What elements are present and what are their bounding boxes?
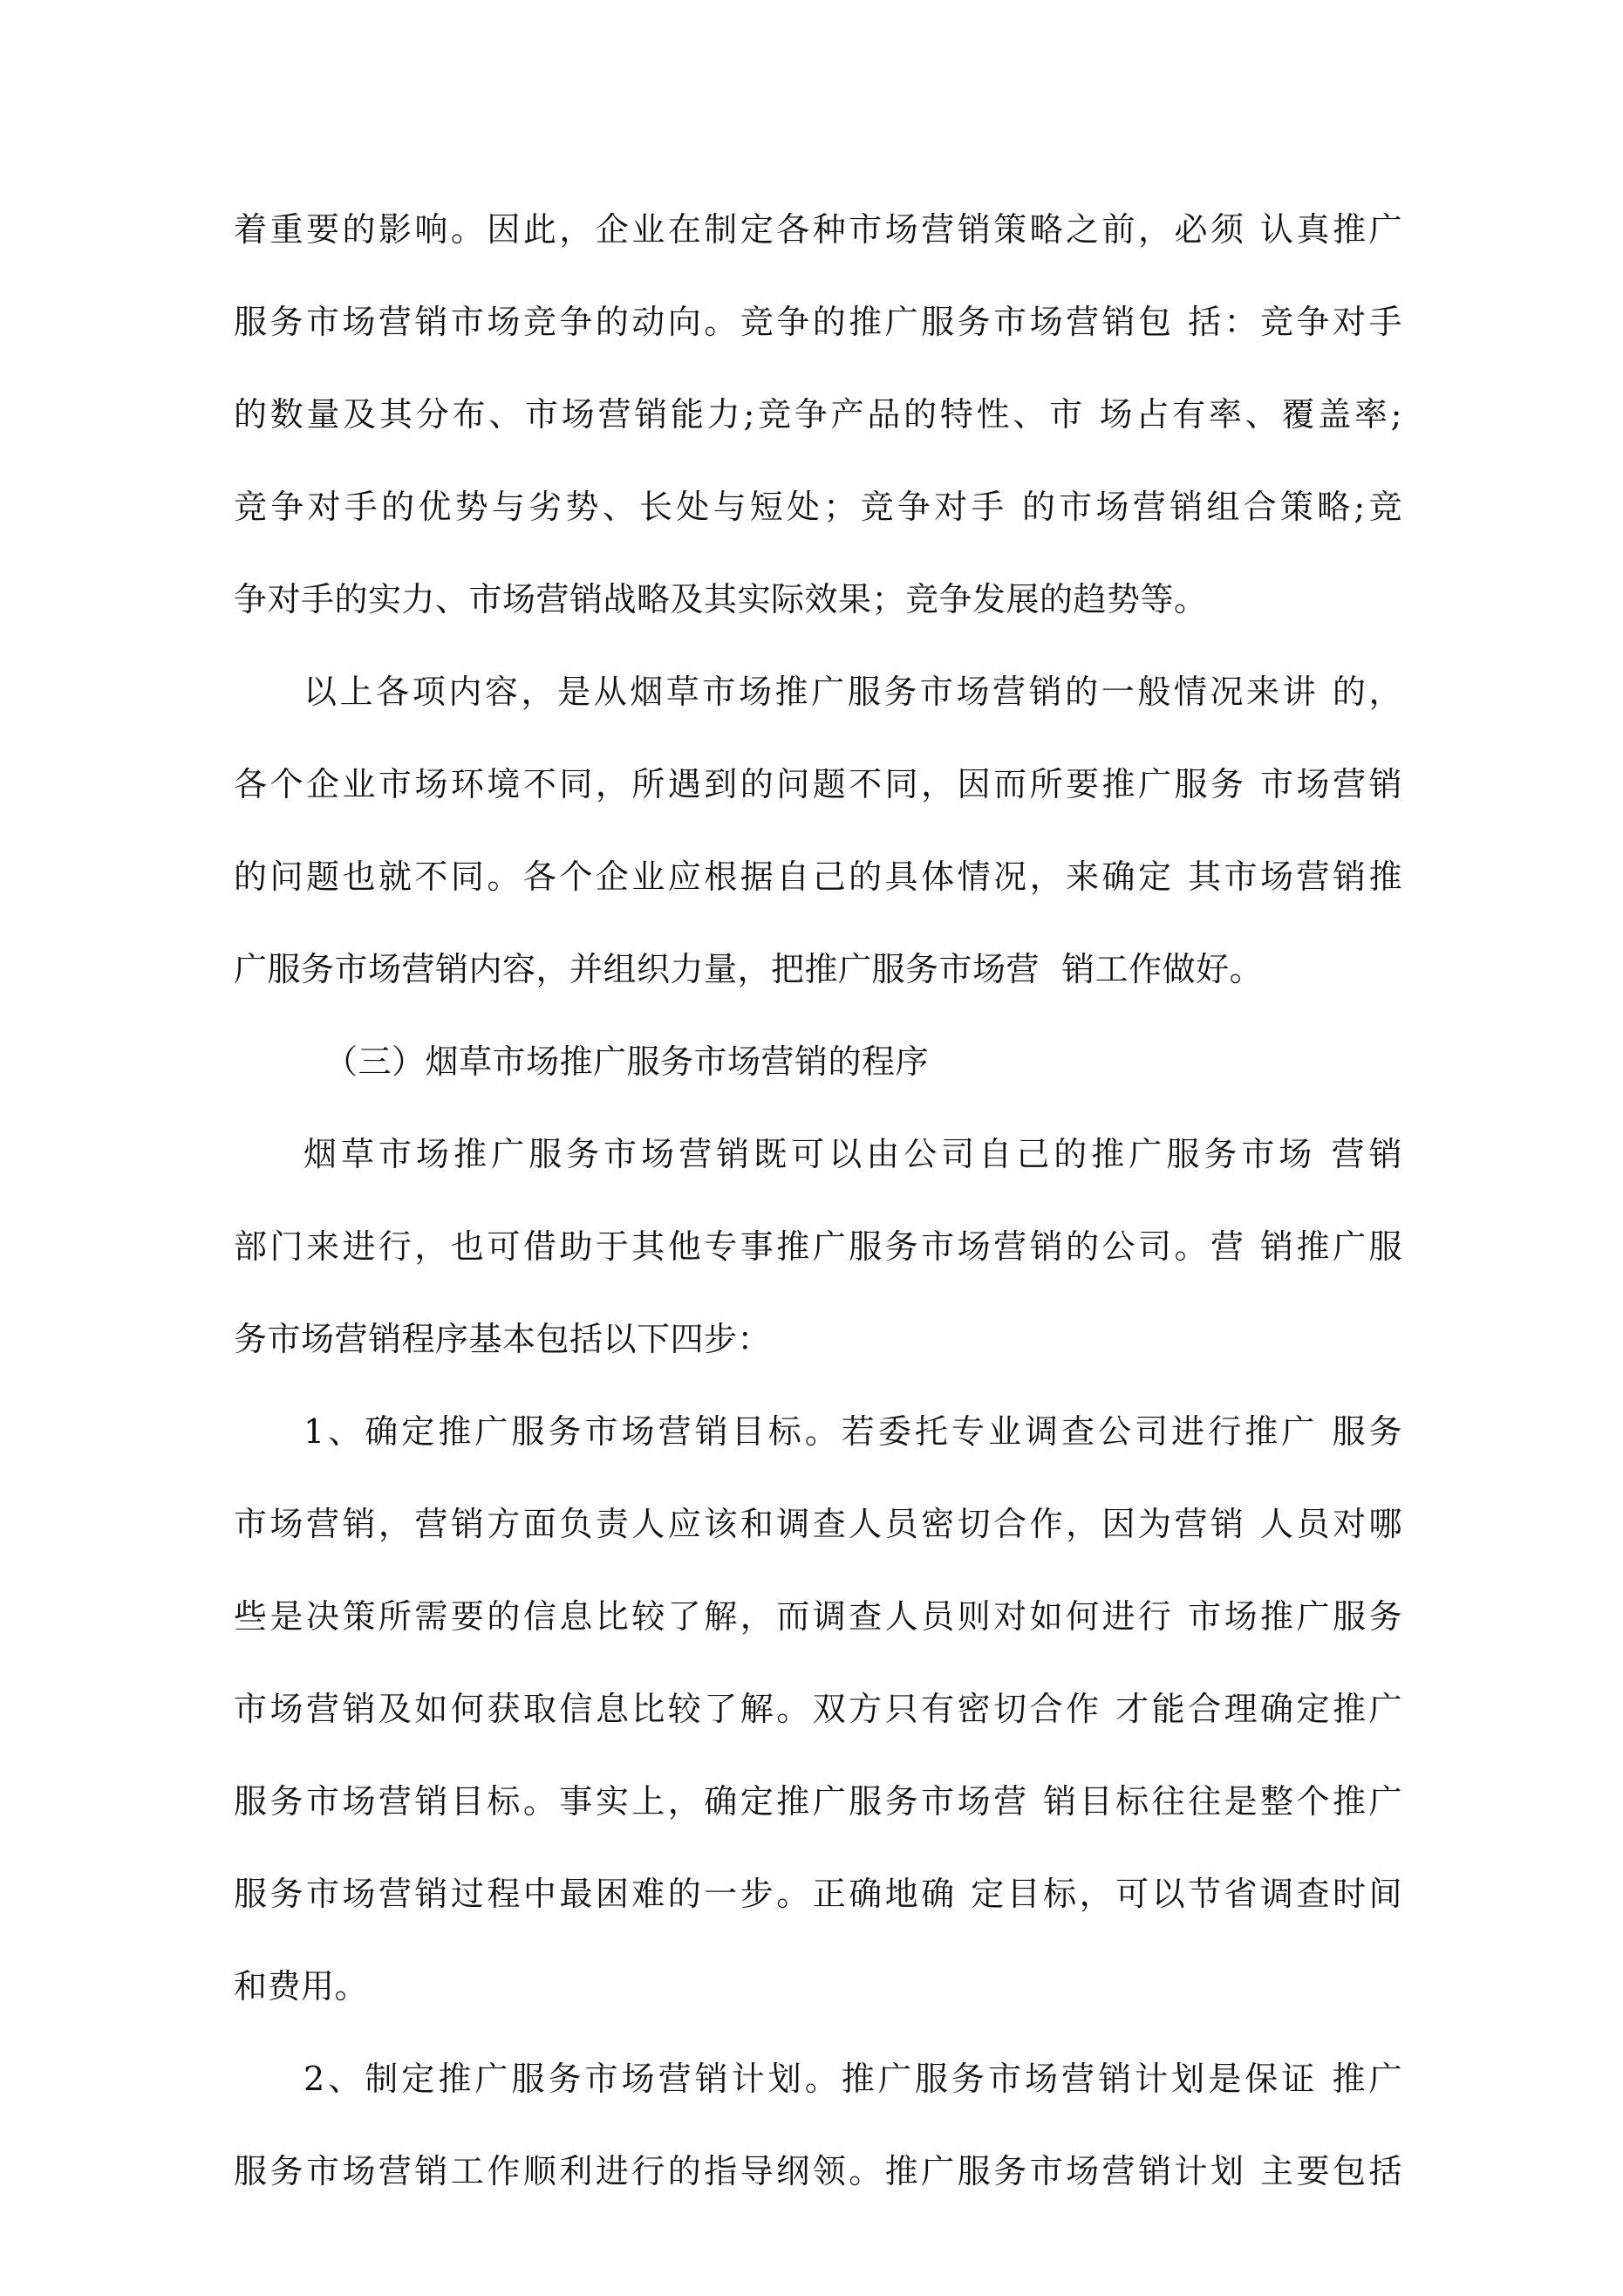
paragraph-3-line-3: 务市场营销程序基本包括以下四步： <box>234 1320 772 1358</box>
paragraph-4-line-3: 些是决策所需要的信息比较了解，而调查人员则对如何进行 市场推广服务 <box>234 1597 1402 1636</box>
paragraph-2-line-2: 各个企业市场环境不同，所遇到的问题不同，因而所要推广服务 市场营销 <box>234 765 1402 803</box>
paragraph-4-line-1: 1、确定推广服务市场营销目标。若委托专业调查公司进行推广 服务 <box>303 1412 1402 1451</box>
paragraph-4-line-4: 市场营销及如何获取信息比较了解。双方只有密切合作 才能合理确定推广 <box>234 1690 1402 1728</box>
section-heading: （三）烟草市场推广服务市场营销的程序 <box>324 1042 930 1081</box>
paragraph-1-line-3: 的数量及其分布、市场营销能力;竞争产品的特性、市 场占有率、覆盖率; <box>234 395 1402 434</box>
paragraph-1-line-1: 着重要的影响。因此，企业在制定各种市场营销策略之前，必须 认真推广 <box>234 210 1402 249</box>
paragraph-1-line-2: 服务市场营销市场竞争的动向。竞争的推广服务市场营销包 括：竞争对手 <box>234 303 1402 341</box>
paragraph-4-line-7: 和费用。 <box>234 1967 369 2006</box>
paragraph-3-line-2: 部门来进行，也可借助于其他专事推广服务市场营销的公司。营 销推广服 <box>234 1227 1402 1266</box>
paragraph-2-line-1: 以上各项内容，是从烟草市场推广服务市场营销的一般情况来讲 的， <box>303 673 1402 711</box>
paragraph-3-line-1: 烟草市场推广服务市场营销既可以由公司自己的推广服务市场 营销 <box>303 1135 1402 1173</box>
paragraph-4-line-2: 市场营销，营销方面负责人应该和调查人员密切合作，因为营销 人员对哪 <box>234 1505 1402 1543</box>
paragraph-5-line-1: 2、制定推广服务市场营销计划。推广服务市场营销计划是保证 推广 <box>303 2060 1402 2098</box>
paragraph-2-line-3: 的问题也就不同。各个企业应根据自己的具体情况，来确定 其市场营销推 <box>234 858 1402 896</box>
paragraph-4-line-6: 服务市场营销过程中最困难的一步。正确地确 定目标，可以节省调查时间 <box>234 1875 1402 1913</box>
paragraph-1-line-4: 竞争对手的优势与劣势、长处与短处；竞争对手 的市场营销组合策略;竞 <box>234 488 1402 526</box>
paragraph-5-line-2: 服务市场营销工作顺利进行的指导纲领。推广服务市场营销计划 主要包括 <box>234 2152 1402 2190</box>
paragraph-1-line-5: 争对手的实力、市场营销战略及其实际效果；竞争发展的趋势等。 <box>234 580 1208 618</box>
paragraph-2-line-4: 广服务市场营销内容，并组织力量，把推广服务市场营 销工作做好。 <box>234 950 1264 988</box>
paragraph-4-line-5: 服务市场营销目标。事实上，确定推广服务市场营 销目标往往是整个推广 <box>234 1782 1402 1821</box>
